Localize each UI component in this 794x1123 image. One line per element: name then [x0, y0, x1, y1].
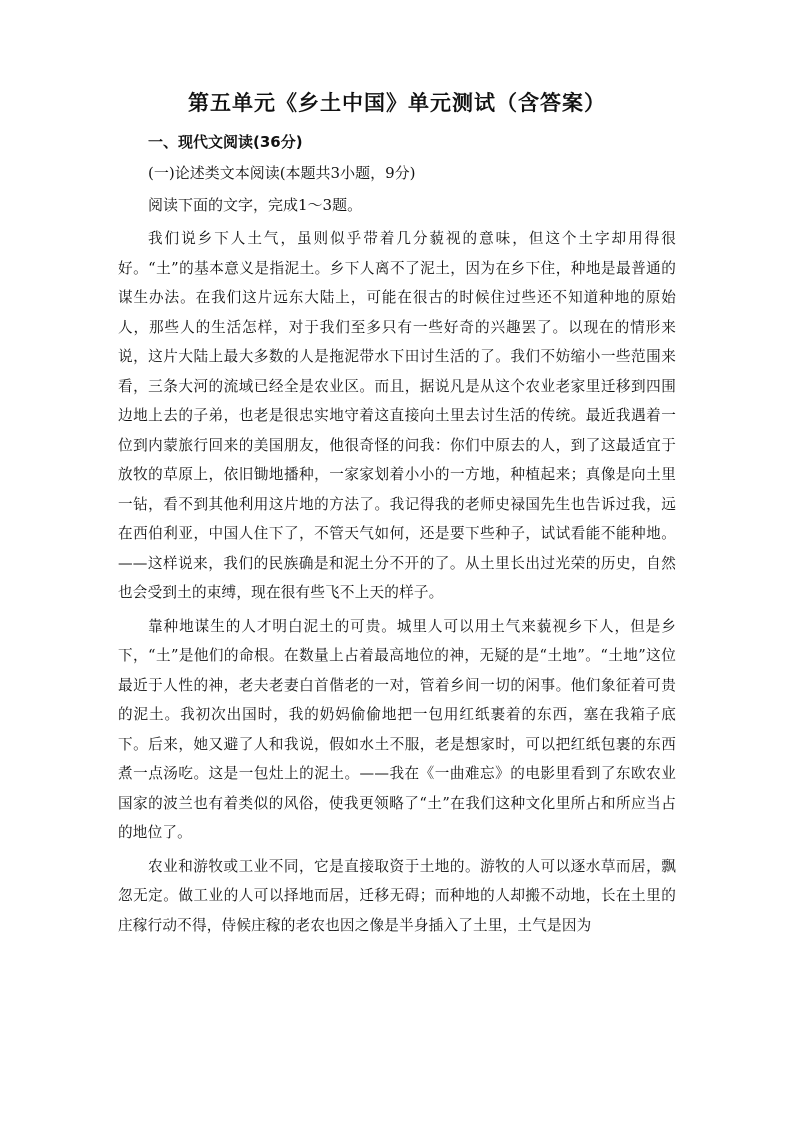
passage-paragraph-2: 靠种地谋生的人才明白泥土的可贵。城里人可以用土气来藐视乡下人，但是乡下，“土”是他们的命根。在数量上占着最高地位的神，无疑的是“土地”。“土地”这位最近于人性的神，老夫老妻白首偕老的一对，管着乡间一切的闲事。他们象征着可贵的泥土。我初次出国时，我的奶妈偷偷地把一包用红纸裹着的东西，塞在我箱子底下。后来，她又避了人和我说，假如水土不服，老是想家时，可以把红纸包裹的东西煮一点汤吃。这是一包灶上的泥土。——我在《一曲难忘》的电影里看到了东欧农业国家的波兰也有着类似的风俗，使我更领略了“土”在我们这种文化里所占和所应当占的地位了。: [118, 617, 676, 841]
passage-paragraph-3: 农业和游牧或工业不同，它是直接取资于土地的。游牧的人可以逐水草而居，飘忽无定。做工业的人可以择地而居，迁移无碍；而种地的人却搬不动地，长在土里的庄稼行动不得，侍候庄稼的老农也因之像是半身插入了土里，土气是因为: [118, 857, 676, 934]
reading-instruction: 阅读下面的文字，完成1～3题。: [148, 196, 363, 214]
reading-passage: [118, 224, 676, 940]
passage-paragraph-1: 我们说乡下人土气，虽则似乎带着几分藐视的意味，但这个土字却用得很好。“土”的基本意义是指泥土。乡下人离不了泥土，因为在乡下住，种地是最普通的谋生办法。在我们这片远东大陆上，可能在很古的时候住过些还不知道种地的原始人，那些人的生活怎样，对于我们至多只有一些好奇的兴趣罢了。以现在的情形来说，这片大陆上最大多数的人是拖泥带水下田讨生活的了。我们不妨缩小一些范围来看，三条大河的流域已经全是农业区。而且，据说凡是从这个农业老家里迁移到四围边地上去的子弟，也老是很忠实地守着这直接向土里去讨生活的传统。最近我遇着一位到内蒙旅行回来的美国朋友，他很奇怪的问我：你们中原去的人，到了这最适宜于放牧的草原上，依旧锄地播种，一家家划着小小的一方地，种植起来；真像是向土里一钻，看不到其他利用这片地的方法了。我记得我的老师史禄国先生也告诉过我，远在西伯利亚，中国人住下了，不管天气如何，还是要下些种子，试试看能不能种地。——这样说来，我们的民族确是和泥土分不开的了。从土里长出过光荣的历史，自然也会受到土的束缚，现在很有些飞不上天的样子。: [118, 230, 676, 601]
sub-heading: (一)论述类文本阅读(本题共3小题，9分): [148, 164, 416, 182]
document-title: 第五单元《乡土中国》单元测试（含答案）: [188, 91, 606, 115]
document-content: [118, 88, 676, 944]
section-heading: 一、现代文阅读(36分): [148, 133, 303, 151]
